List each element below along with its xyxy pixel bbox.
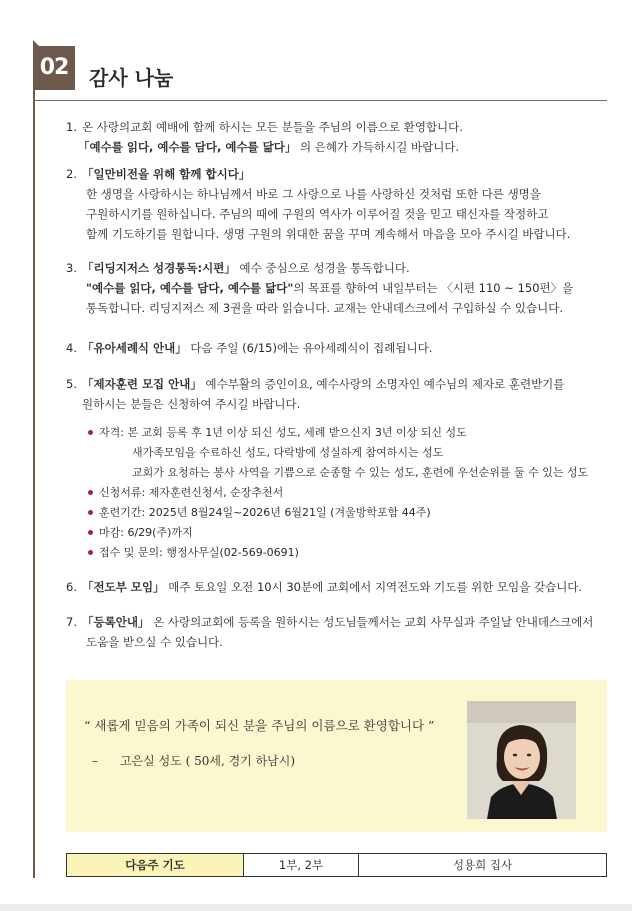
bullet-text: 신청서류: 제자훈련신청서, 순장추천서 xyxy=(99,486,284,499)
item-title: 「리딩지저스 성경통독:시편」 xyxy=(82,261,236,275)
item-number: 1. xyxy=(66,120,77,134)
announcement-5 xyxy=(66,374,564,414)
item-text: 의 은혜가 가득하시길 바랍니다. xyxy=(296,140,460,154)
bullet-text: 마감: 6/29(주)까지 xyxy=(99,526,193,539)
item-title: 「제자훈련 모집 안내」 xyxy=(82,377,202,391)
announcement-2 xyxy=(66,164,570,244)
item-text: 도움을 받으실 수 있습니다. xyxy=(86,635,223,649)
table-row xyxy=(67,854,607,877)
page-bottom-bar xyxy=(0,904,632,911)
welcome-quote: “ 새롭게 믿음의 가족이 되신 분을 주님의 이름으로 환영합니다 ” xyxy=(84,718,435,733)
section-number-badge: 02 xyxy=(33,46,75,90)
item-quote: "예수를 읽다, 예수를 담다, 예수를 닮다" xyxy=(86,281,294,295)
bullet-dot xyxy=(88,550,93,555)
announcement-6 xyxy=(66,577,582,597)
bullet-text: 훈련기간: 2025년 8월24일~2026년 6월21일 (겨울방학포함 44주) xyxy=(99,506,431,519)
prayer-leader: 성용희 집사 xyxy=(359,854,607,877)
item-text: 다음 주일 (6/15)에는 유아세례식이 집례됩니다. xyxy=(186,341,433,355)
bullet-text: 새가족모임을 수료하신 성도, 다락방에 성실하게 참여하시는 성도 xyxy=(132,446,444,459)
bullet-dot xyxy=(88,530,93,535)
item-number: 5. xyxy=(66,377,77,391)
item-text: 매주 토요일 오전 10시 30분에 교회에서 지역전도와 기도를 위한 모임을 갖습니다. xyxy=(164,580,583,594)
item-title: 「유아세례식 안내」 xyxy=(82,341,187,355)
item-text: 원하시는 분들은 신청하여 주시길 바랍니다. xyxy=(82,397,301,411)
item-text: 한 생명을 사랑하시는 하나님께서 바로 그 사랑으로 나를 사랑하신 것처럼 또한 다른 생명을 xyxy=(86,187,541,201)
next-week-prayer-table xyxy=(66,853,607,877)
item-number: 4. xyxy=(66,341,77,355)
item-number: 7. xyxy=(66,615,77,629)
portrait-image xyxy=(467,701,576,819)
announcement-3 xyxy=(66,258,573,318)
new-member-info xyxy=(92,752,295,769)
item-title: 「전도부 모임」 xyxy=(82,580,165,594)
announcement-1 xyxy=(66,117,463,157)
item-text: 예수부활의 증인이요, 예수사랑의 소명자인 예수님의 제자로 훈련받기를 xyxy=(201,377,565,391)
announcement-4 xyxy=(66,338,432,358)
bullet-dot xyxy=(88,490,93,495)
item-number: 6. xyxy=(66,580,77,594)
bullet-dot xyxy=(88,510,93,515)
item-text: 온 사랑의교회에 등록을 원하시는 성도님들께서는 교회 사무실과 주일날 안내데스크에서 xyxy=(149,615,594,629)
bullet-text: 접수 및 문의: 행정사무실(02-569-0691) xyxy=(99,546,299,559)
new-member-name: 고은실 성도 ( 50세, 경기 하남시) xyxy=(120,754,296,768)
bullet-dot xyxy=(88,430,93,435)
item-title: 「등록안내」 xyxy=(82,615,150,629)
header-underline xyxy=(35,100,607,101)
item-text: 함께 기도하기를 원합니다. 생명 구원의 위대한 꿈을 꾸며 계속해서 마음을 모아 주시길 바랍니다. xyxy=(86,227,571,241)
item-number: 3. xyxy=(66,261,77,275)
item-bold-text: 「예수를 읽다, 예수를 담다, 예수를 닮다」 xyxy=(78,140,297,154)
item-number: 2. xyxy=(66,167,77,181)
left-rule xyxy=(33,48,35,878)
item-text: 의 목표를 향하여 내일부터는 〈시편 110 ~ 150편〉을 xyxy=(293,281,574,295)
prayer-label: 다음주 기도 xyxy=(67,854,244,877)
item-text: 온 사랑의교회 예배에 함께 하시는 모든 분들을 주님의 이름으로 환영합니다. xyxy=(82,120,463,134)
item-text: 통독합니다. 리딩지저스 제 3권을 따라 읽습니다. 교재는 안내데스크에서 구입하실 수 있습니다. xyxy=(86,301,563,315)
new-member-photo xyxy=(467,701,576,819)
section-title: 감사 나눔 xyxy=(89,66,174,90)
item-title: 「일만비전을 위해 함께 합시다」 xyxy=(82,167,251,181)
item-text: 예수 중심으로 성경을 통독합니다. xyxy=(235,261,410,275)
dash: – xyxy=(92,754,98,768)
training-qualifications xyxy=(88,423,588,563)
announcement-7 xyxy=(66,612,593,652)
prayer-service: 1부, 2부 xyxy=(244,854,359,877)
bullet-label: 자격: xyxy=(99,426,124,439)
item-text: 구원하시기를 원하십니다. 주님의 때에 구원의 역사가 이루어질 것을 믿고 태신자를 작정하고 xyxy=(86,207,549,221)
bullet-text: 교회가 요청하는 봉사 사역을 기쁨으로 순종할 수 있는 성도, 훈련에 우선순위를 둘 수 있는 성도 xyxy=(132,466,589,479)
bullet-text: 본 교회 등록 후 1년 이상 되신 성도, 세례 받으신지 3년 이상 되신 성도 xyxy=(127,426,467,439)
